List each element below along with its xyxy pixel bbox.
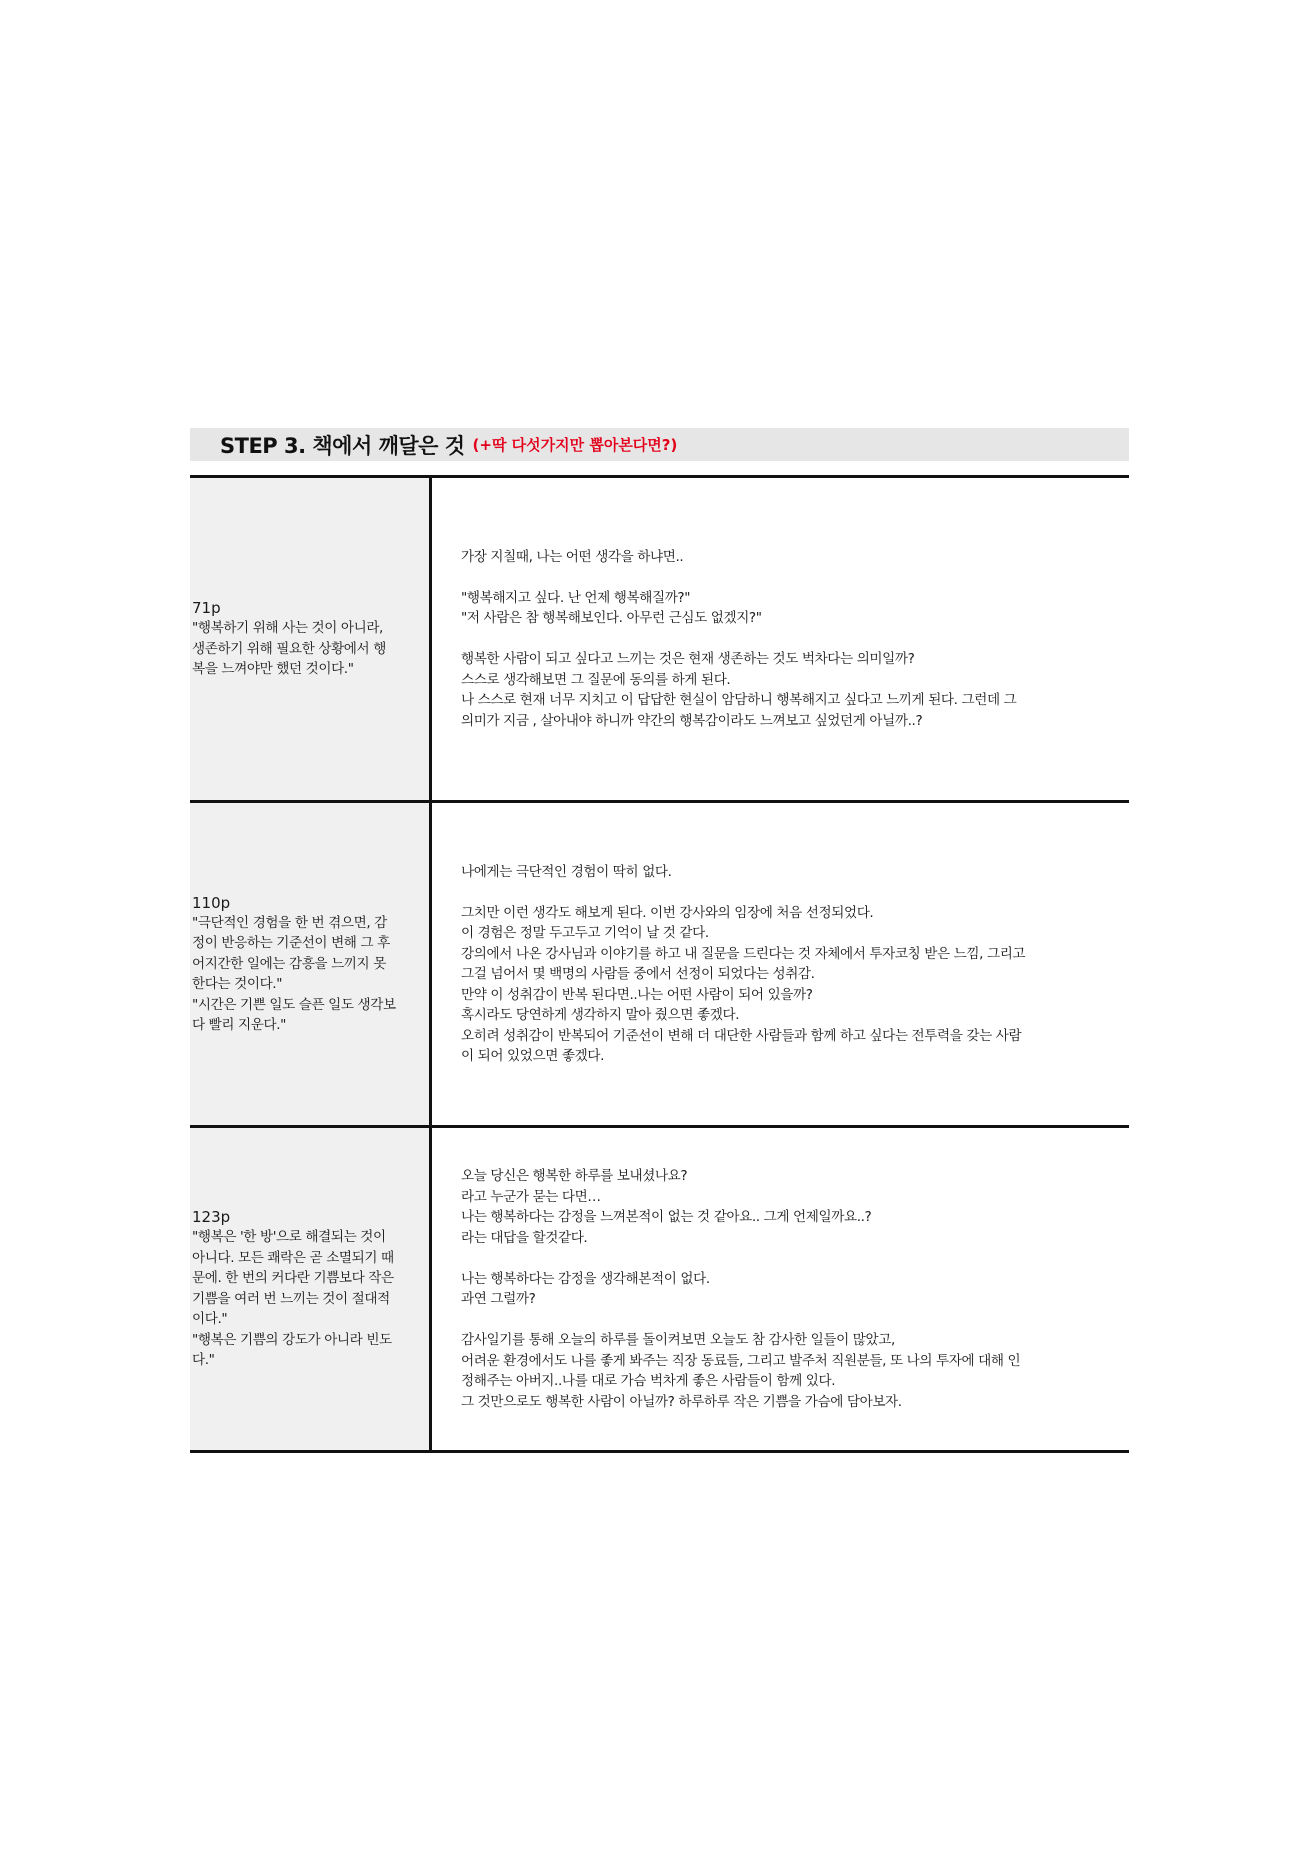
reflection-text: 나에게는 극단적인 경험이 딱히 없다. 그치만 이런 생각도 해보게 된다. 이번 강사와의 임장에 처음 선정되었다. 이 경험은 정말 두고두고 기억이 날 것 같다. 강의에서 나온 강사님과 이야기를 하고 내 질문을 드린다는 것 자체에서 투자코칭 받은 느낌, 그리고 그걸 넘어서 몇 백명의 사람들 중에서 선정이 되었다는 성취감. 만약 이 성취감이 반복 된다면..나는 어떤 사람이 되어 있을까? 혹시라도 당연하게 생각하지 말아 줬으면 좋겠다. 오히려 성취감이 반복되어 기준선이 변해 더 대단한 사람들과 함께 하고 싶다는 전투력을 갖는 사람 이 되어 있었으면 좋겠다. (461, 863, 1026, 1064)
quote-text: "행복하기 위해 사는 것이 아니라, 생존하기 위해 필요한 상황에서 행 복을 느껴야만 했던 것이다." (192, 620, 386, 678)
quote-cell (190, 478, 432, 800)
page-number: 123p (192, 1208, 231, 1227)
quote-text: "극단적인 경험을 한 번 겪으면, 감 정이 반응하는 기준선이 변해 그 후 어지간한 일에는 감흥을 느끼지 못 한다는 것이다." "시간은 기쁜 일도 슬픈 일도 생각보 다 빨리 지운다." (192, 914, 396, 1033)
quote-text: "행복은 '한 방'으로 해결되는 것이 아니다. 모든 쾌락은 곧 소멸되기 때 문에. 한 번의 커다란 기쁨보다 작은 기쁨을 여러 번 느끼는 것이 절대적 이다." "행복은 기쁨의 강도가 아니라 빈도 다." (192, 1229, 394, 1369)
step-title: STEP 3. 책에서 깨달은 것 (220, 433, 465, 458)
reflection-cell (432, 478, 1129, 800)
quote-cell (190, 803, 432, 1125)
reflection-cell (432, 803, 1129, 1125)
note-row (190, 478, 1129, 803)
reflection-cell (432, 1128, 1129, 1450)
page-number: 71p (192, 599, 221, 618)
quote-cell (190, 1128, 432, 1450)
step-header (190, 428, 1129, 461)
step-subtitle: (+딱 다섯가지만 뽑아본다면?) (472, 436, 678, 454)
notes-table (190, 475, 1129, 1453)
note-row (190, 803, 1129, 1128)
reflection-text: 가장 지칠때, 나는 어떤 생각을 하냐면.. "행복해지고 싶다. 난 언제 행복해질까?" "저 사람은 참 행복해보인다. 아무런 근심도 없겠지?" 행복한 사람이 되고 싶다고 느끼는 것은 현재 생존하는 것도 벅차다는 의미일까? 스스로 생각해보면 그 질문에 동의를 하게 된다. 나 스스로 현재 너무 지치고 이 답답한 현실이 암담하니 행복해지고 싶다고 느끼게 된다. 그런데 그 의미가 지금 , 살아내야 하니까 약간의 행복감이라도 느껴보고 싶었던게 아닐까..? (461, 548, 1017, 729)
reflection-text: 오늘 당신은 행복한 하루를 보내셨나요? 라고 누군가 묻는 다면… 나는 행복하다는 감정을 느껴본적이 없는 것 같아요.. 그게 언제일까요..? 라는 대답을 할것같다. 나는 행복하다는 감정을 생각해본적이 없다. 과연 그럴까? 감사일기를 통해 오늘의 하루를 돌이켜보면 오늘도 참 감사한 일들이 많았고, 어려운 환경에서도 나를 좋게 봐주는 직장 동료들, 그리고 발주처 직원분들, 또 나의 투자에 대해 인 정해주는 아버지..나를 대로 가슴 벅차게 좋은 사람들이 함께 있다. 그 것만으로도 행복한 사람이 아닐까? 하루하루 작은 기쁨을 가슴에 담아보자. (461, 1168, 1021, 1410)
page-number: 110p (192, 893, 231, 912)
note-row (190, 1128, 1129, 1453)
